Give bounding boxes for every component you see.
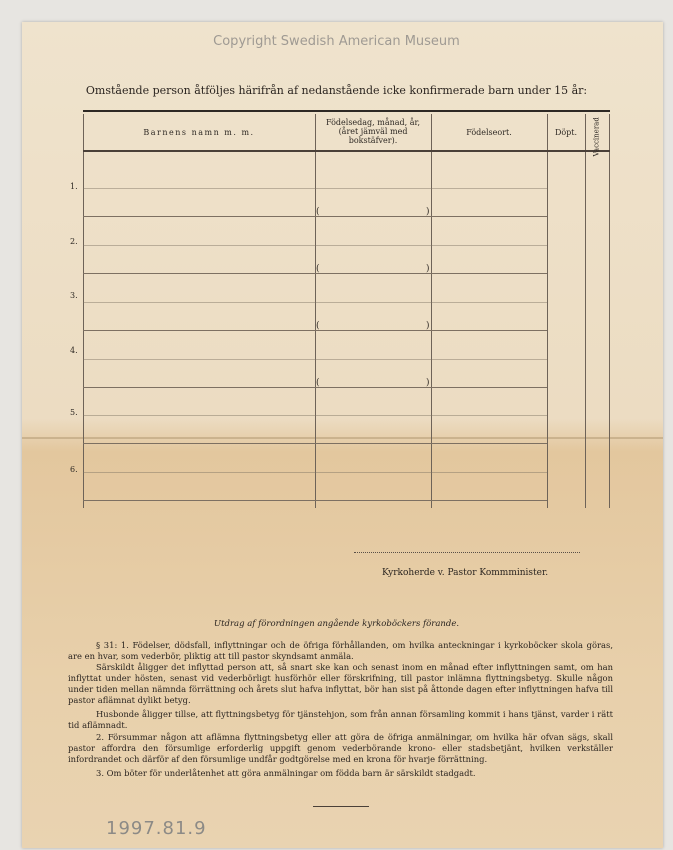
row-number: 2. bbox=[70, 237, 78, 246]
header-rule bbox=[83, 150, 610, 152]
closing-rule bbox=[313, 806, 369, 807]
row-half-line bbox=[83, 245, 547, 246]
row-line bbox=[83, 330, 547, 331]
column-divider bbox=[609, 114, 610, 508]
paren-open: ( bbox=[316, 264, 320, 274]
signature-label: Kyrkoherde v. Pastor Kommminister. bbox=[382, 568, 549, 578]
column-header-birthplace: Födelseort. bbox=[466, 128, 512, 137]
column-divider bbox=[585, 114, 586, 508]
children-table bbox=[83, 110, 610, 508]
row-number: 4. bbox=[70, 346, 78, 355]
table-top-rule bbox=[83, 110, 610, 112]
form-heading: Omstående person åtföljes härifrån af nedanstående icke konfirmerade barn under 15 år: bbox=[85, 84, 588, 97]
column-header-name: Barnens namn m. m. bbox=[143, 128, 255, 137]
paren-close: ) bbox=[426, 378, 430, 388]
excerpt-paragraph: § 31: 1. Födelser, dödsfall, inflyttningar och de öfriga förhållanden, om hvilka anteckningar i kyrkoböcker skola göras, are en hvar, som vederbör, pliktig att till pastor skyndsamt anmäla. bbox=[68, 640, 613, 661]
row-line bbox=[83, 500, 547, 501]
row-number: 1. bbox=[70, 182, 78, 191]
column-header-birthdate: Födelsedag, månad, år, (året jämväl med bokstäfver). bbox=[325, 118, 421, 145]
column-header-baptized: Döpt. bbox=[554, 128, 578, 137]
row-half-line bbox=[83, 415, 547, 416]
excerpt-paragraph: Husbonde åligger tillse, att flyttningsbetyg för tjänstehjon, som från annan församling kommit i hans tjänst, varder i rätt tid aflämnadt. bbox=[68, 709, 613, 730]
row-half-line bbox=[83, 359, 547, 360]
handwritten-accession-number: 1997.81.9 bbox=[106, 818, 207, 839]
paren-close: ) bbox=[426, 207, 430, 217]
paren-open: ( bbox=[316, 207, 320, 217]
row-line bbox=[83, 387, 547, 388]
row-number: 6. bbox=[70, 465, 78, 474]
row-line bbox=[83, 273, 547, 274]
row-half-line bbox=[83, 302, 547, 303]
column-divider bbox=[431, 114, 432, 508]
excerpt-title: Utdrag af förordningen angående kyrkoböckers förande. bbox=[213, 619, 460, 629]
column-divider bbox=[83, 114, 84, 508]
column-divider bbox=[315, 114, 316, 508]
excerpt-paragraph: Särskildt åligger det inflyttad person att, så snart ske kan och senast inom en månad efter inflyttningen samt, om han inflyttat under hösten, senast vid vederbörligt husförhör eller förskrifning, till pastor inlämna flyttningsbetyg. Skulle någon under tiden mellan nämnda förrättning och årets slut hafva inflyttat, bör han sist på åttonde dagen efter inflyttningen hafva till pastor aflämnat dylikt betyg. bbox=[68, 662, 613, 705]
excerpt-paragraph: 3. Om böter för underlåtenhet att göra anmälningar om födda barn är särskildt stadgadt. bbox=[96, 768, 476, 778]
column-divider bbox=[547, 114, 548, 508]
paren-open: ( bbox=[316, 321, 320, 331]
copyright-watermark: Copyright Swedish American Museum bbox=[213, 34, 460, 49]
excerpt-paragraph: 2. Försummar någon att aflämna flyttningsbetyg eller att göra de öfriga anmälningar, om hvilka här ofvan sägs, skall pastor affordra den försumlige erforderlig uppgift genom vederbörande krono- eller stadsbetjänt, hvilken verkställer infordrandet och därför af den försumlige undfår godtgörelse med en krona för hvarje förrättning. bbox=[68, 732, 613, 764]
signature-line bbox=[354, 552, 580, 553]
row-line bbox=[83, 216, 547, 217]
row-half-line bbox=[83, 188, 547, 189]
row-line bbox=[83, 443, 547, 444]
row-number: 5. bbox=[70, 408, 78, 417]
column-header-vaccinated: Vaccinerad bbox=[592, 117, 601, 157]
paren-close: ) bbox=[426, 264, 430, 274]
paren-open: ( bbox=[316, 378, 320, 388]
row-number: 3. bbox=[70, 291, 78, 300]
row-half-line bbox=[83, 472, 547, 473]
paren-close: ) bbox=[426, 321, 430, 331]
